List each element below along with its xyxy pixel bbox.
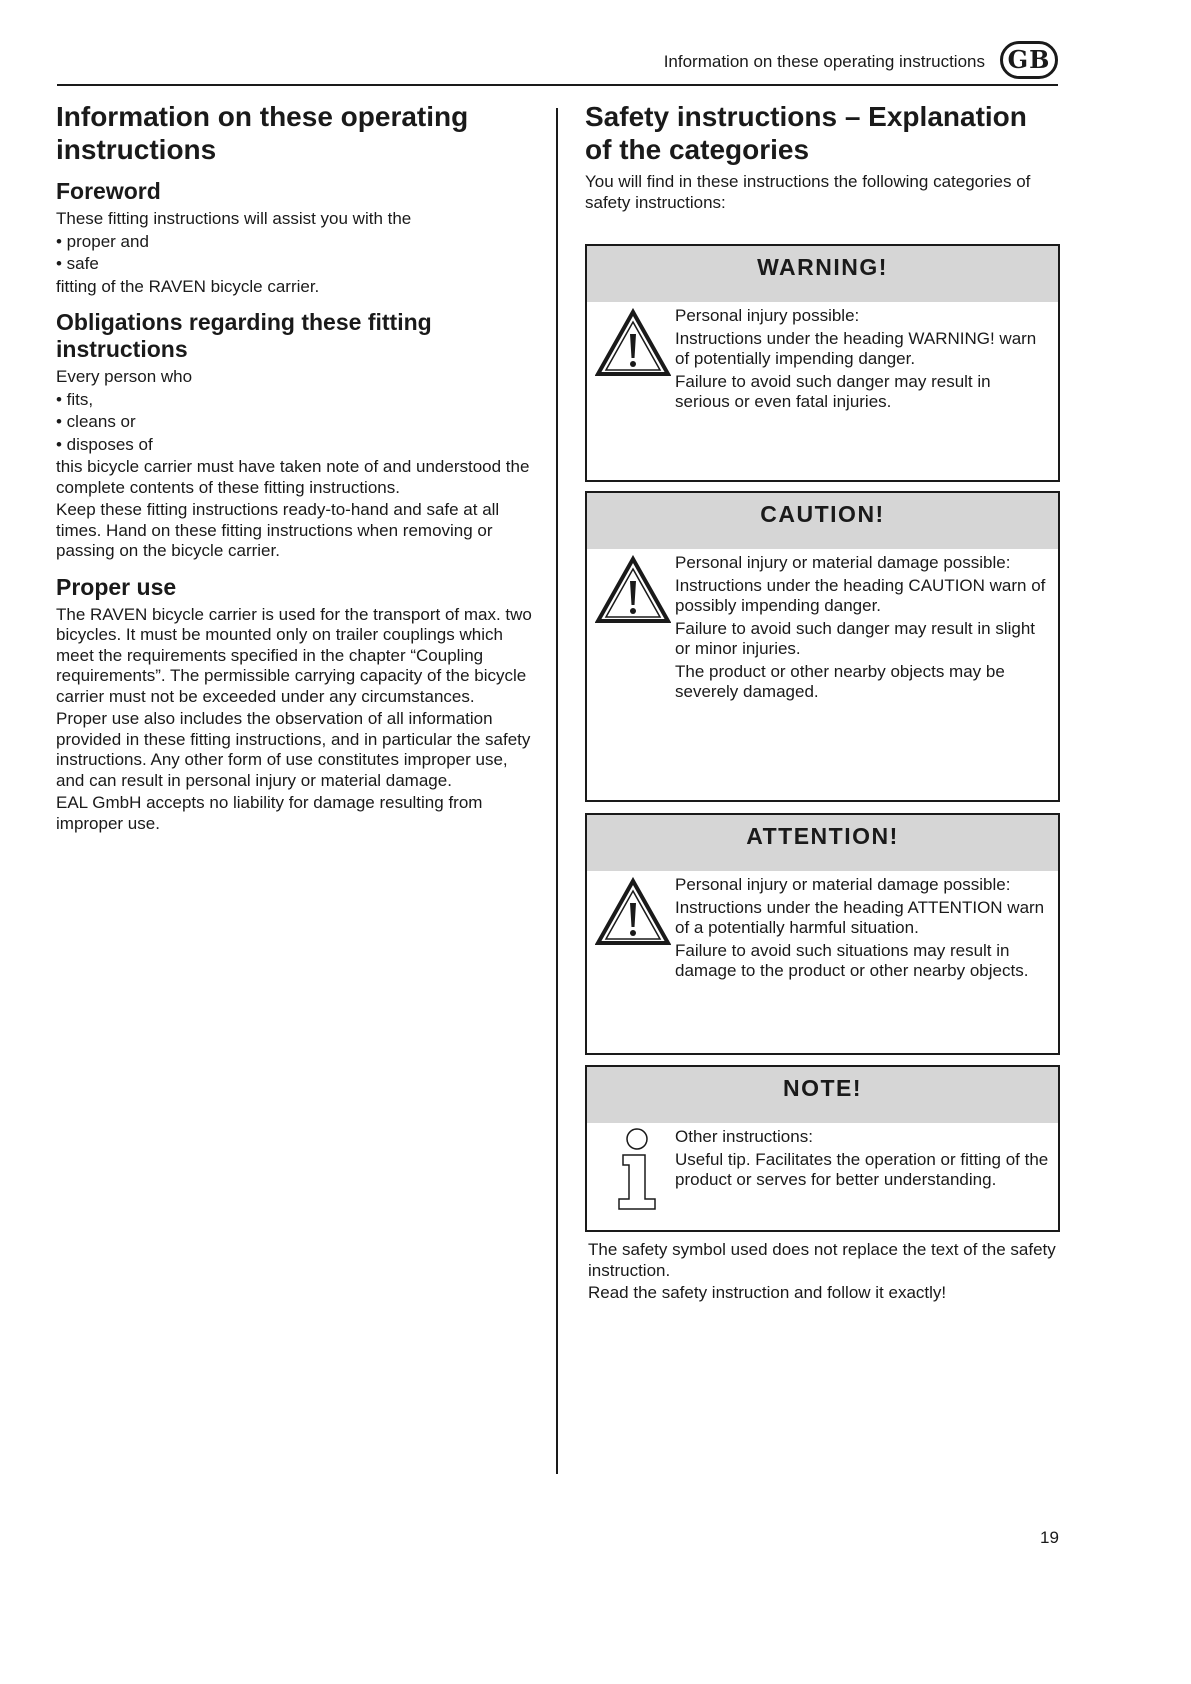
note-line: Other instructions: <box>675 1127 813 1146</box>
language-badge: GB <box>1000 41 1058 79</box>
safety-footnote-line: The safety symbol used does not replace the text of the safety instruction. <box>588 1240 1056 1280</box>
note-line: Useful tip. Facilitates the operation or fitting of the product or serves for better understanding. <box>675 1149 1049 1189</box>
warning-box <box>585 244 1060 482</box>
section-title: Safety instructions – Explanation of the categories <box>585 101 1027 165</box>
warning-line: Instructions under the heading WARNING! warn of potentially impending danger. <box>675 328 1037 368</box>
attention-line: Failure to avoid such situations may result in damage to the product or other nearby objects. <box>675 940 1029 980</box>
attention-heading: ATTENTION! <box>587 815 1058 871</box>
header-rule <box>57 84 1058 86</box>
safety-footnote-line: Read the safety instruction and follow it exactly! <box>588 1283 947 1302</box>
foreword-outro: fitting of the RAVEN bicycle carrier. <box>56 276 320 296</box>
caution-line: Personal injury or material damage possible: <box>675 553 1011 572</box>
warning-line: Failure to avoid such danger may result in serious or even fatal injuries. <box>675 371 991 411</box>
caution-heading: CAUTION! <box>587 493 1058 549</box>
info-icon <box>595 1125 671 1211</box>
warning-body <box>587 302 1058 425</box>
attention-box <box>585 813 1060 1055</box>
note-heading: NOTE! <box>587 1067 1058 1123</box>
categories-intro: You will find in these instructions the following categories of safety instructions: <box>585 172 1031 212</box>
column-divider <box>556 108 558 1474</box>
warning-heading: WARNING! <box>587 246 1058 302</box>
foreword-intro: These fitting instructions will assist you with the <box>56 209 412 228</box>
note-box <box>585 1065 1060 1232</box>
warning-triangle-icon <box>595 555 671 625</box>
proper-use-paragraph: EAL GmbH accepts no liability for damage resulting from improper use. <box>56 793 483 833</box>
list-item: • safe <box>56 254 99 273</box>
note-body <box>587 1123 1058 1203</box>
list-item: • fits, <box>56 389 94 409</box>
page-number: 19 <box>1040 1528 1059 1547</box>
list-item: • cleans or <box>56 412 136 431</box>
proper-use-heading: Proper use <box>56 573 177 600</box>
attention-line: Personal injury or material damage possible: <box>675 875 1011 894</box>
right-column <box>585 100 1060 213</box>
obligations-paragraph: Keep these fitting instructions ready-to-hand and safe at all times. Hand on these fitting instructions when removing or passing on the bicycle carrier. <box>56 500 500 560</box>
obligations-intro: Every person who <box>56 367 193 386</box>
section-title: Information on these operating instructions <box>56 101 469 165</box>
proper-use-paragraph: The RAVEN bicycle carrier is used for the transport of max. two bicycles. It must be mounted only on trailer couplings which meet the requirements specified in the chapter “Coupling requirements”. The permissible carrying capacity of the bicycle carrier must not be exceeded under any circumstances. <box>56 604 532 706</box>
warning-triangle-icon <box>595 308 671 378</box>
caution-line: The product or other nearby objects may be severely damaged. <box>675 661 1005 701</box>
running-header: Information on these operating instructions <box>663 52 985 71</box>
attention-body <box>587 871 1058 994</box>
list-item: • proper and <box>56 231 149 251</box>
safety-footnote <box>588 1240 1063 1304</box>
left-column <box>56 100 536 834</box>
warning-triangle-icon <box>595 877 671 947</box>
attention-line: Instructions under the heading ATTENTION warn of a potentially harmful situation. <box>675 897 1045 937</box>
list-item: • disposes of <box>56 434 153 454</box>
caution-box <box>585 491 1060 802</box>
obligations-paragraph: this bicycle carrier must have taken note of and understood the complete contents of these fitting instructions. <box>56 457 530 497</box>
caution-body <box>587 549 1058 715</box>
caution-line: Instructions under the heading CAUTION warn of possibly impending danger. <box>675 575 1046 615</box>
proper-use-paragraph: Proper use also includes the observation of all information provided in these fitting instructions, and in particular the safety instructions. Any other form of use constitutes improper use, and can result in personal injury or material damage. <box>56 709 531 790</box>
warning-line: Personal injury possible: <box>675 306 860 325</box>
foreword-heading: Foreword <box>56 178 161 204</box>
obligations-heading: Obligations regarding these fitting instructions <box>56 309 432 362</box>
caution-line: Failure to avoid such danger may result in slight or minor injuries. <box>675 618 1036 658</box>
